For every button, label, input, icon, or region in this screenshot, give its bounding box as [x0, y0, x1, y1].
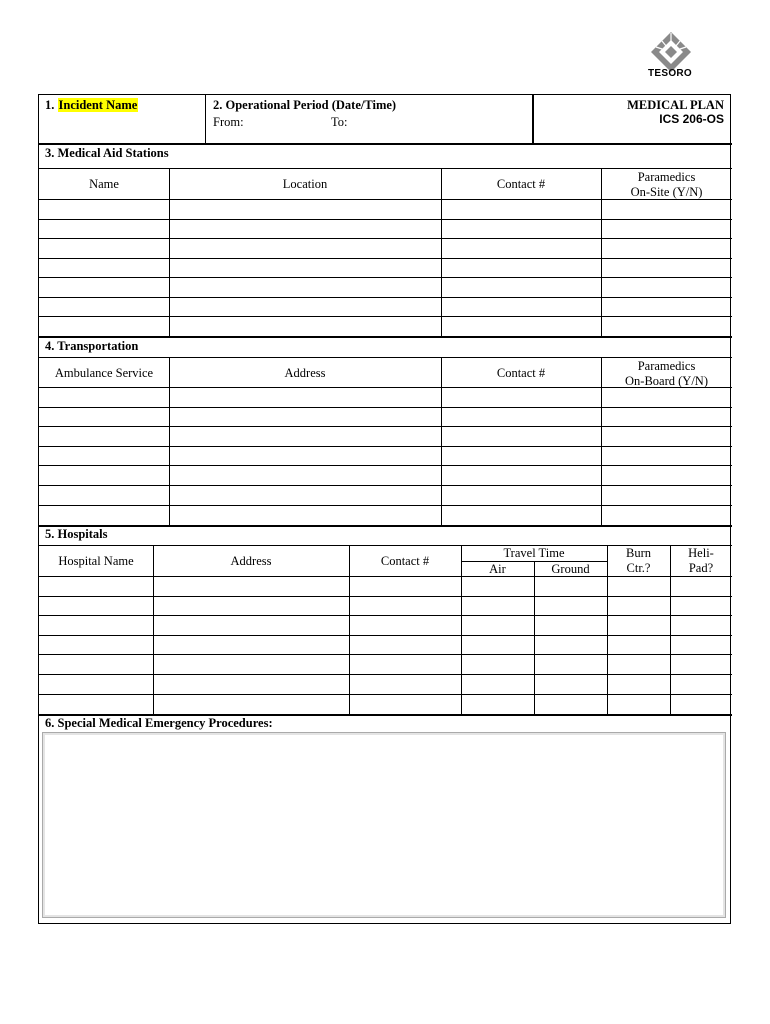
col-contact-header: Contact # [496, 177, 546, 191]
col-helipad-header: Heli- Pad? [688, 546, 714, 575]
table-row[interactable] [39, 407, 732, 408]
section6-title: 6. Special Medical Emergency Procedures: [45, 716, 273, 730]
table-row[interactable] [39, 694, 732, 695]
special-procedures-textbox[interactable] [42, 732, 726, 918]
col-address-header: Address [230, 554, 272, 568]
col-ground-header: Ground [551, 562, 590, 576]
col-address-header: Address [284, 366, 326, 380]
table-row[interactable] [39, 316, 732, 317]
ics-206-form [38, 94, 731, 924]
col-air-header: Air [489, 562, 506, 576]
col-hospital-name-header: Hospital Name [58, 554, 134, 568]
table-row[interactable] [39, 387, 732, 388]
table-row[interactable] [39, 615, 732, 616]
table-row[interactable] [39, 277, 732, 278]
col-contact-header: Contact # [496, 366, 546, 380]
table-row[interactable] [39, 596, 732, 597]
col-travel-time-header: Travel Time [503, 546, 565, 560]
table-row[interactable] [39, 238, 732, 239]
col-name-header: Name [89, 177, 119, 191]
table-row[interactable] [39, 297, 732, 298]
table-row[interactable] [39, 576, 732, 577]
col-paramedics-header: Paramedics On-Site (Y/N) [630, 170, 703, 199]
table-row[interactable] [39, 465, 732, 466]
table-row[interactable] [39, 505, 732, 506]
col-ambulance-header: Ambulance Service [54, 366, 154, 380]
op-period-label: 2. Operational Period (Date/Time) [213, 98, 397, 112]
incident-name-highlight[interactable]: Incident Name [58, 98, 138, 112]
to-label[interactable]: To: [331, 115, 348, 129]
incident-name-label: 1. Incident Name [45, 98, 138, 112]
logo-wordmark: TESORO [647, 68, 693, 79]
table-row[interactable] [39, 199, 732, 200]
table-row[interactable] [39, 426, 732, 427]
plan-title: MEDICAL PLAN [627, 98, 724, 112]
col-contact-header: Contact # [380, 554, 430, 568]
table-row[interactable] [39, 674, 732, 675]
col-burn-center-header: Burn Ctr.? [626, 546, 651, 575]
col-location-header: Location [282, 177, 328, 191]
from-label[interactable]: From: [213, 115, 244, 129]
table-row[interactable] [39, 635, 732, 636]
section3-title: 3. Medical Aid Stations [45, 146, 169, 160]
section4-title: 4. Transportation [45, 339, 139, 353]
col-paramedics-header: Paramedics On-Board (Y/N) [625, 359, 708, 388]
table-row[interactable] [39, 219, 732, 220]
plan-code: ICS 206-OS [659, 112, 724, 126]
table-row[interactable] [39, 485, 732, 486]
table-row[interactable] [39, 258, 732, 259]
table-row[interactable] [39, 654, 732, 655]
table-row[interactable] [39, 446, 732, 447]
section5-title: 5. Hospitals [45, 527, 108, 541]
